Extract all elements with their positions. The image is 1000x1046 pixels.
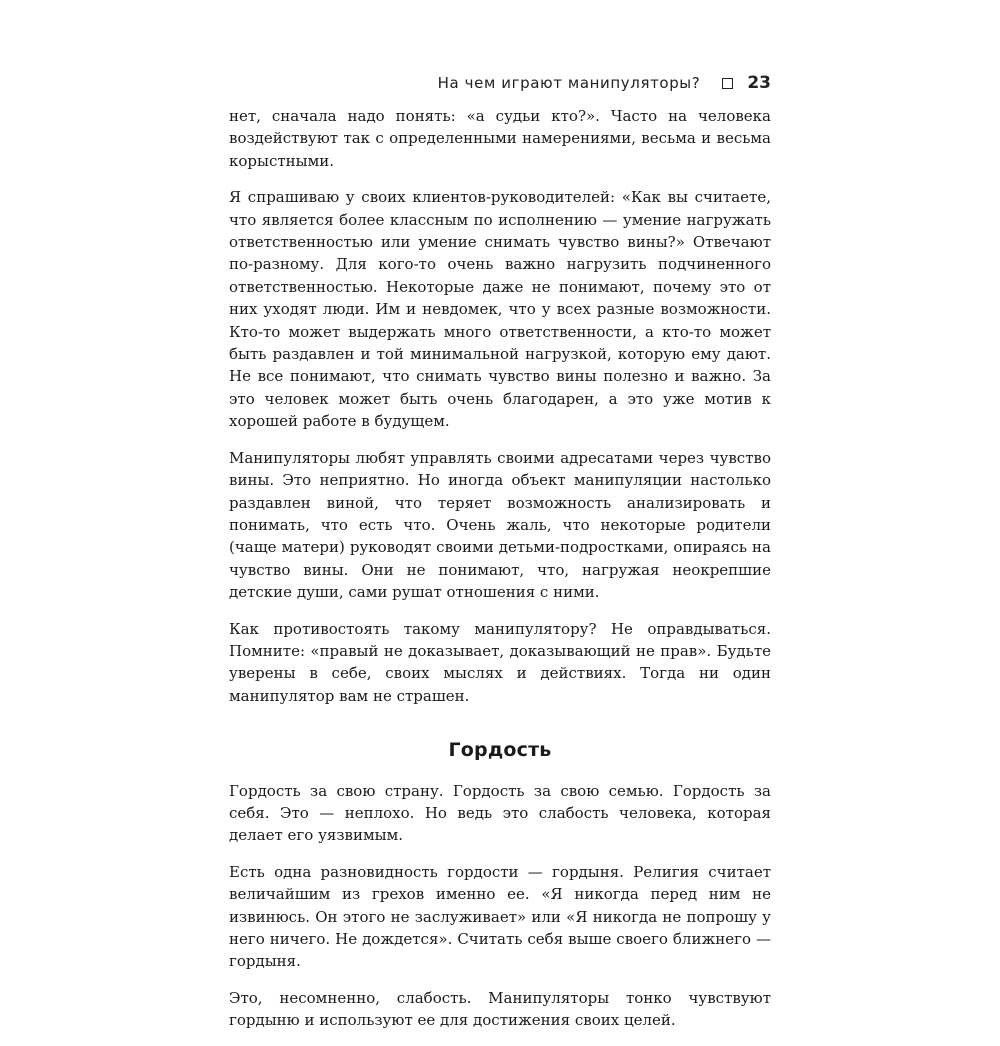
running-head <box>229 68 771 98</box>
body-text <box>229 105 771 1046</box>
section-heading: Гордость <box>448 739 552 762</box>
paragraph: Это, несомненно, слабость. Манипуляторы тонко чувствуют гордыню и используют ее для достижения своих целей. <box>229 988 771 1030</box>
paragraph: Как противостоять такому манипулятору? Не оправдываться. Помните: «правый не доказывает, доказывающий не прав». Будьте уверены в себе, своих мыслях и действиях. Тогда ни один манипулятор вам не страшен. <box>229 619 771 705</box>
page-number: 23 <box>747 73 771 93</box>
paragraph: Манипуляторы любят управлять своими адресатами через чувство вины. Это неприятно. Но иногда объект манипуляции настолько раздавлен виной, что теряет возможность анализировать и понимать, что есть что. Очень жаль, что некоторые родители (чаще матери) руководят своими детьми-подростками, опираясь на чувство вины. Они не понимают, что, нагружая неокрепшие детские души, сами рушат отношения с ними. <box>229 448 771 602</box>
paragraph: Я спрашиваю у своих клиентов-руководителей: «Как вы считаете, что является более классным по исполнению — умение нагружать ответственностью или умение снимать чувство вины?» Отвечают по-разному. Для кого-то очень важно нагрузить подчиненного ответственностью. Некоторые даже не понимают, почему это от них уходят люди. Им и невдомек, что у всех разные возможности. Кто-то может выдержать много ответственности, а кто-то может быть раздавлен и той минимальной нагрузкой, которую ему дают. Не все понимают, что снимать чувство вины полезно и важно. За это человек может быть очень благодарен, а это уже мотив к хорошей работе в будущем. <box>229 188 771 431</box>
running-head-title: На чем играют манипуляторы? <box>437 74 701 92</box>
paragraph: Гордость за свою страну. Гордость за свою семью. Гордость за себя. Это — неплохо. Но ведь это слабость человека, которая делает его уязвимым. <box>229 781 771 845</box>
paragraph: Есть одна разновидность гордости — гордыня. Религия считает величайшим из грехов именно ее. «Я никогда перед ним не извинюсь. Он этого не заслуживает» или «Я никогда не попрошу у него ничего. Не дождется». Считать себя выше своего ближнего — гордыня. <box>229 862 771 971</box>
paragraph: нет, сначала надо понять: «а судьи кто?». Часто на человека воздействуют так с определенными намерениями, весьма и весьма корыстными. <box>229 107 771 170</box>
square-icon <box>722 78 733 89</box>
